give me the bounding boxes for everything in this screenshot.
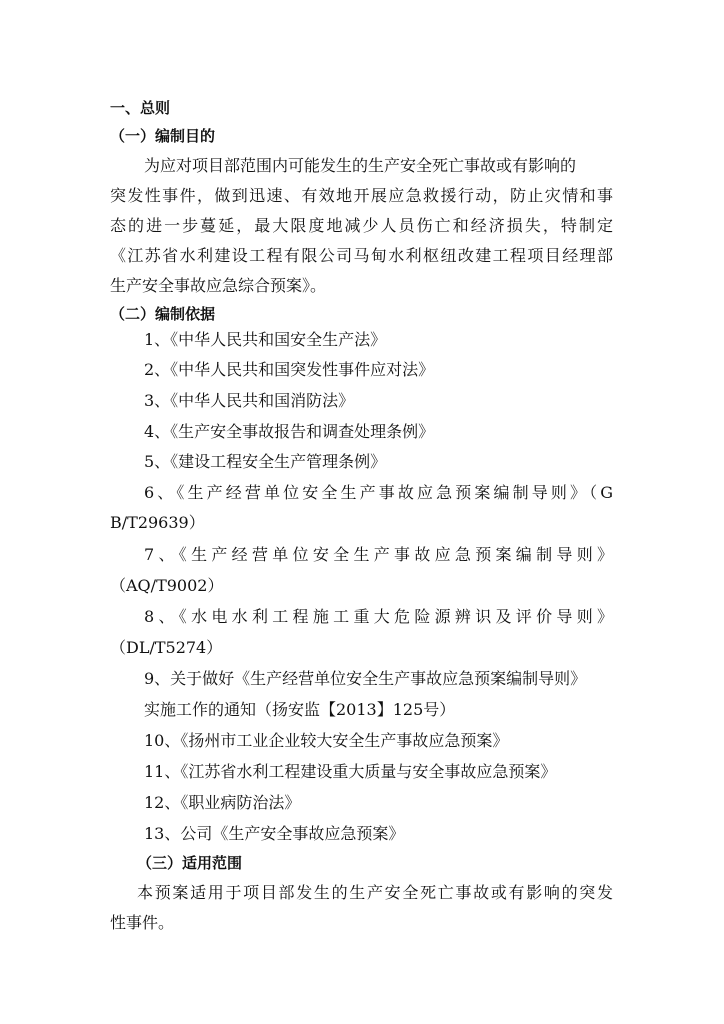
scope-paragraph-line: 性事件。 (110, 913, 175, 932)
purpose-paragraph-line: 为应对项目部范围内可能发生的生产安全死亡事故或有影响的 (144, 156, 577, 175)
basis-list-item: 10、《扬州市工业企业较大安全生产事故应急预案》 (144, 731, 509, 750)
basis-list-item: 3、《中华人民共和国消防法》 (144, 391, 355, 410)
purpose-paragraph-line: 态的进一步蔓延，最大限度地减少人员伤亡和经济损失，特制定 (110, 216, 613, 235)
subheading-purpose: （一）编制目的 (110, 127, 216, 145)
basis-list-item: 11、《江苏省水利工程建设重大质量与安全事故应急预案》 (144, 762, 557, 781)
basis-list-item-continuation: B/T29639） (110, 513, 205, 532)
basis-list-item: 7、《生产经营单位安全生产事故应急预案编制导则》 (144, 545, 613, 564)
basis-list-item: 2、《中华人民共和国突发性事件应对法》 (144, 360, 435, 379)
basis-list-item-continuation: （AQ/T9002） (110, 576, 224, 595)
purpose-paragraph-line: 生产安全事故应急综合预案》。 (110, 276, 327, 295)
subheading-basis: （二）编制依据 (110, 305, 216, 323)
section-heading-general: 一、总则 (110, 99, 171, 117)
purpose-paragraph-line: 《江苏省水利建设工程有限公司马甸水利枢纽改建工程项目经理部 (110, 246, 613, 265)
basis-list-item: 1、《中华人民共和国安全生产法》 (144, 330, 387, 349)
basis-list-item: 12、《职业病防治法》 (144, 793, 301, 812)
basis-list-item-continuation: 实施工作的通知（扬安监【2013】125号） (144, 700, 456, 719)
purpose-paragraph-line: 突发性事件，做到迅速、有效地开展应急救援行动，防止灾情和事 (110, 186, 613, 205)
subheading-scope: （三）适用范围 (137, 854, 243, 872)
scope-paragraph-line: 本预案适用于项目部发生的生产安全死亡事故或有影响的突发 (137, 883, 613, 902)
basis-list-item: 5、《建设工程安全生产管理条例》 (144, 452, 387, 471)
basis-list-item: 9、关于做好《生产经营单位安全生产事故应急预案编制导则》 (144, 669, 587, 688)
basis-list-item: 4、《生产安全事故报告和调查处理条例》 (144, 422, 435, 441)
basis-list-item-continuation: （DL/T5274） (110, 638, 223, 657)
basis-list-item: 13、公司《生产安全事故应急预案》 (144, 824, 405, 843)
basis-list-item: 8、《水电水利工程施工重大危险源辨识及评价导则》 (144, 607, 613, 626)
basis-list-item: 6、《生产经营单位安全生产事故应急预案编制导则》（G (144, 483, 613, 502)
